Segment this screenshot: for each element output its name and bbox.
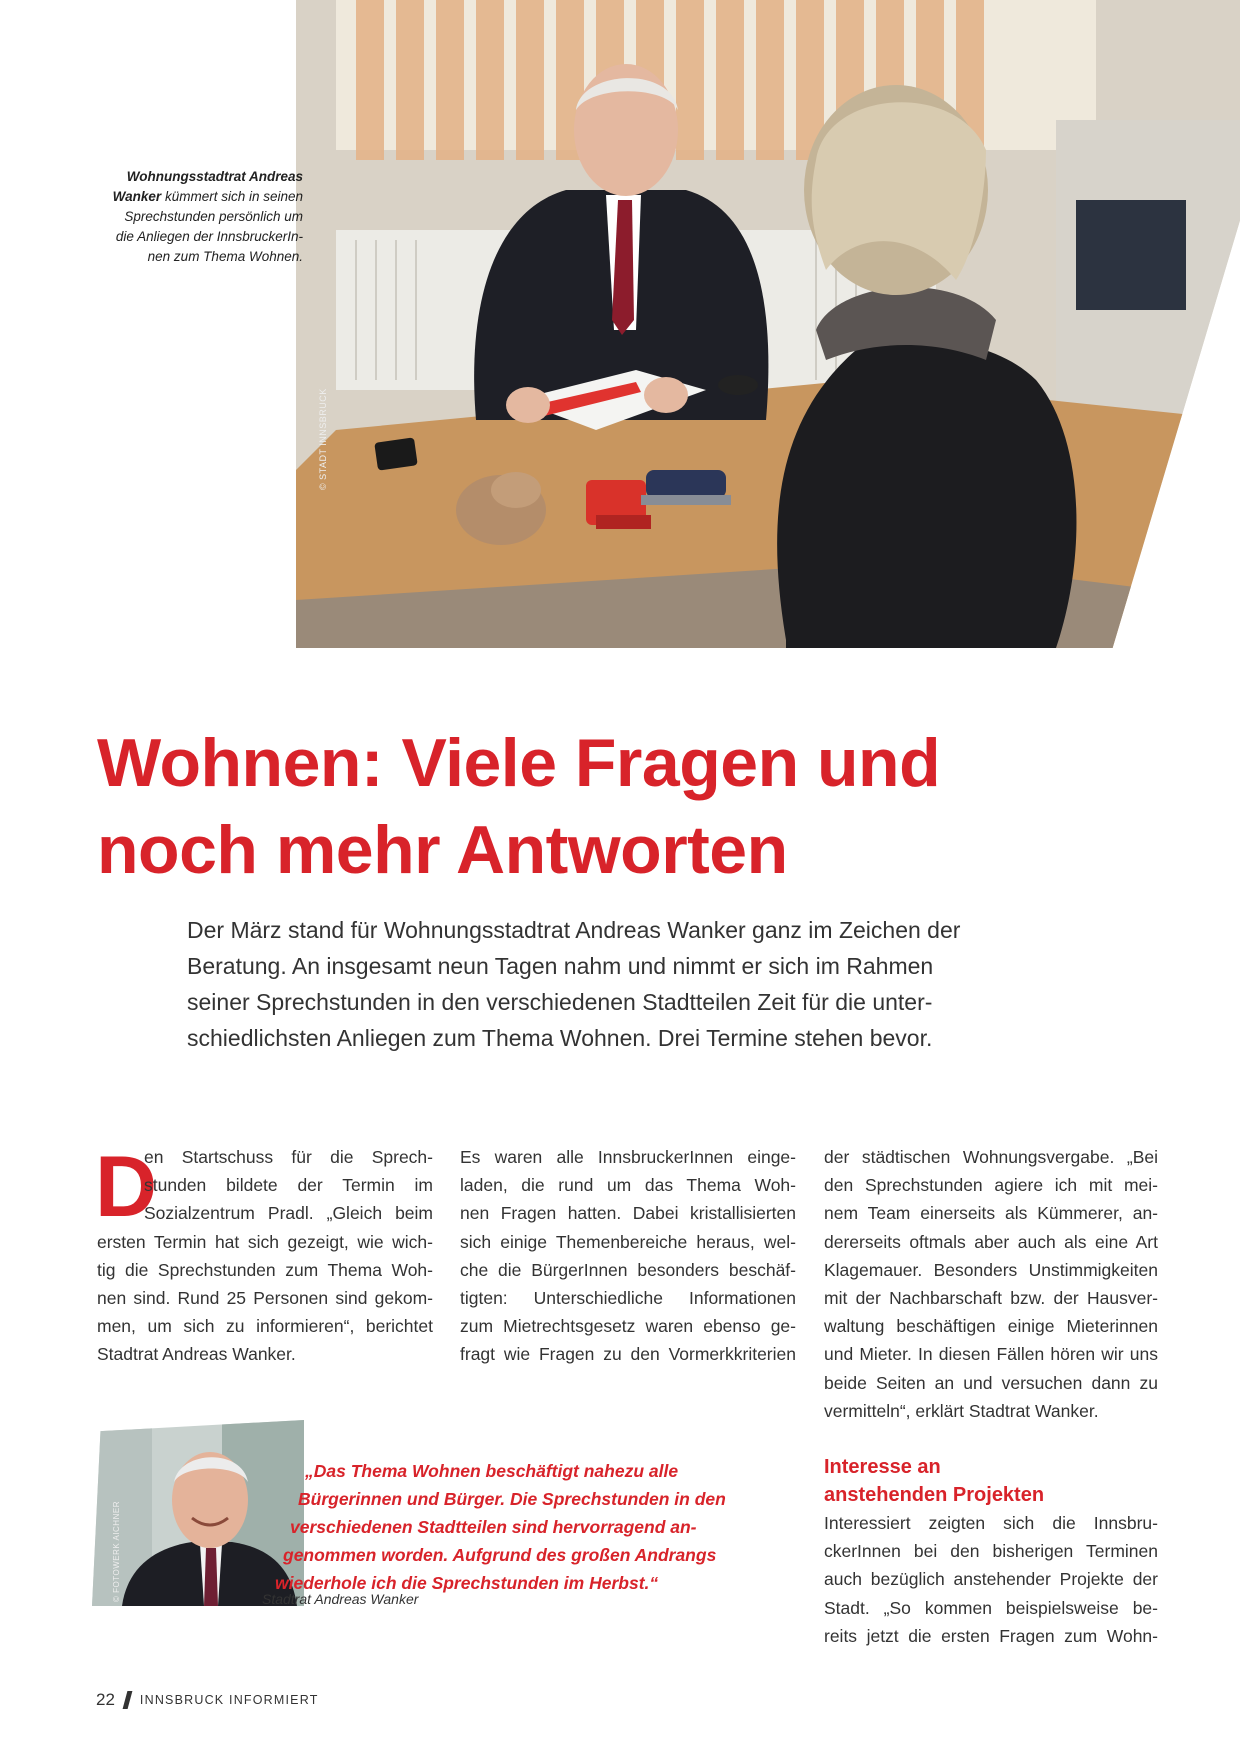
drop-cap: D xyxy=(95,1139,158,1235)
body-line: und Mieter. In diesen Fällen hören wir uns xyxy=(824,1344,1158,1365)
portrait-credit: © FOTOWERK AICHNER xyxy=(112,1501,121,1602)
photo-caption xyxy=(60,167,303,267)
body-line: Sozialzentrum Pradl. „Gleich beim xyxy=(144,1203,433,1224)
body-line: zum Mietrechtsgesetz waren ebenso ge- xyxy=(460,1316,796,1337)
body-line: auch bezüglich anstehender Projekte der xyxy=(824,1569,1158,1590)
lead-line: Beratung. An insgesamt neun Tagen nahm und nimmt er sich im Rahmen xyxy=(187,953,934,979)
body-column-1 xyxy=(95,1139,433,1369)
caption-text: kümmert sich in seinen xyxy=(161,189,303,204)
quote-line: genommen worden. Aufgrund des großen Andrangs xyxy=(283,1545,717,1565)
footer-slash-icon xyxy=(123,1691,133,1709)
caption-bold-name: Wanker xyxy=(112,189,162,204)
caption-text: die Anliegen der InnsbruckerIn- xyxy=(115,229,303,244)
lead-line: schiedlichsten Anliegen zum Thema Wohnen. Drei Termine stehen bevor. xyxy=(187,1025,933,1051)
body-line: Interessiert zeigten sich die Innsbru- xyxy=(824,1513,1158,1534)
body-line: Stadtrat Andreas Wanker. xyxy=(97,1344,296,1365)
quote-line: Bürgerinnen und Bürger. Die Sprechstunden in den xyxy=(298,1489,726,1509)
subhead: Interesse an xyxy=(824,1456,941,1479)
quote-line: „Das Thema Wohnen beschäftigt nahezu alle xyxy=(305,1461,679,1481)
quote-line: verschiedenen Stadtteilen sind hervorragend an- xyxy=(290,1517,697,1537)
body-line: vermitteln“, erklärt Stadtrat Wanker. xyxy=(824,1400,1099,1421)
body-line: ersten Termin hat sich gezeigt, wie wich- xyxy=(97,1231,433,1252)
body-line: reits jetzt die ersten Fragen zum Wohn- xyxy=(824,1625,1158,1646)
body-line: waltung beschäftigen einige Mieterinnen xyxy=(824,1316,1158,1337)
quote-line: wiederhole ich die Sprechstunden im Herbst.“ xyxy=(275,1573,659,1593)
body-line: Es waren alle InnsbruckerInnen einge- xyxy=(460,1147,796,1167)
body-line: che die BürgerInnen besonders beschäf- xyxy=(460,1259,796,1280)
body-line: ckerInnen bei den bisherigen Terminen xyxy=(824,1541,1158,1562)
photo-credit: © STADT INNSBRUCK xyxy=(318,388,328,490)
caption-text: Sprechstunden persönlich um xyxy=(124,209,303,224)
headline xyxy=(97,720,1157,894)
body-line: Klagemauer. Besonders Unstimmigkeiten xyxy=(824,1259,1158,1280)
body-line: tig die Sprechstunden zum Thema Woh- xyxy=(97,1259,433,1280)
body-line: fragt wie Fragen zu den Vormerkkriterien xyxy=(460,1344,796,1365)
hero-photo xyxy=(296,0,1240,648)
body-line: beide Seiten an und versuchen dann zu xyxy=(824,1372,1158,1393)
body-line: der städtischen Wohnungsvergabe. „Bei xyxy=(824,1147,1158,1167)
headline-line: Wohnen: Viele Fragen und xyxy=(97,725,941,801)
body-line: tigten: Unterschiedliche Informationen xyxy=(460,1288,796,1309)
caption-bold-line: Wohnungsstadtrat Andreas xyxy=(126,169,303,184)
body-line: nen Fragen hatten. Dabei kristallisierten xyxy=(460,1203,796,1224)
body-line: nem Team einerseits als Kümmerer, an- xyxy=(824,1203,1158,1224)
body-line: nen sind. Rund 25 Personen sind gekom- xyxy=(97,1288,433,1309)
body-line: en Startschuss für die Sprech- xyxy=(144,1147,433,1167)
caption-text: nen zum Thema Wohnen. xyxy=(147,249,303,264)
lead-line: seiner Sprechstunden in den verschiedenen Stadtteilen Zeit für die unter- xyxy=(187,989,933,1015)
page-footer xyxy=(96,1690,319,1710)
portrait-photo xyxy=(92,1420,304,1606)
body-line: men, um sich zu informieren“, berichtet xyxy=(97,1316,433,1337)
body-column-2 xyxy=(460,1143,796,1369)
body-line: laden, die rund um das Thema Woh- xyxy=(460,1175,796,1196)
body-line: sich einige Themenbereiche heraus, wel- xyxy=(460,1231,796,1252)
subhead: anstehenden Projekten xyxy=(824,1484,1045,1507)
body-line: dererseits oftmals aber auch als eine Art xyxy=(824,1231,1158,1252)
lead-paragraph xyxy=(187,912,1047,1056)
body-line: den Sprechstunden agiere ich mit mei- xyxy=(824,1175,1158,1196)
magazine-name: INNSBRUCK INFORMIERT xyxy=(139,1693,319,1707)
body-line: Stadt. „So kommen beispielsweise be- xyxy=(824,1597,1158,1618)
body-line: stunden bildete der Termin im xyxy=(144,1175,433,1196)
body-column-3 xyxy=(824,1143,1158,1650)
headline-line: noch mehr Antworten xyxy=(97,812,788,888)
page-number: 22 xyxy=(96,1690,115,1709)
body-line: mit der Nachbarschaft bzw. der Hausver- xyxy=(824,1288,1158,1309)
lead-line: Der März stand für Wohnungsstadtrat Andreas Wanker ganz im Zeichen der xyxy=(187,917,961,943)
quote-source: Stadtrat Andreas Wanker xyxy=(262,1591,419,1607)
